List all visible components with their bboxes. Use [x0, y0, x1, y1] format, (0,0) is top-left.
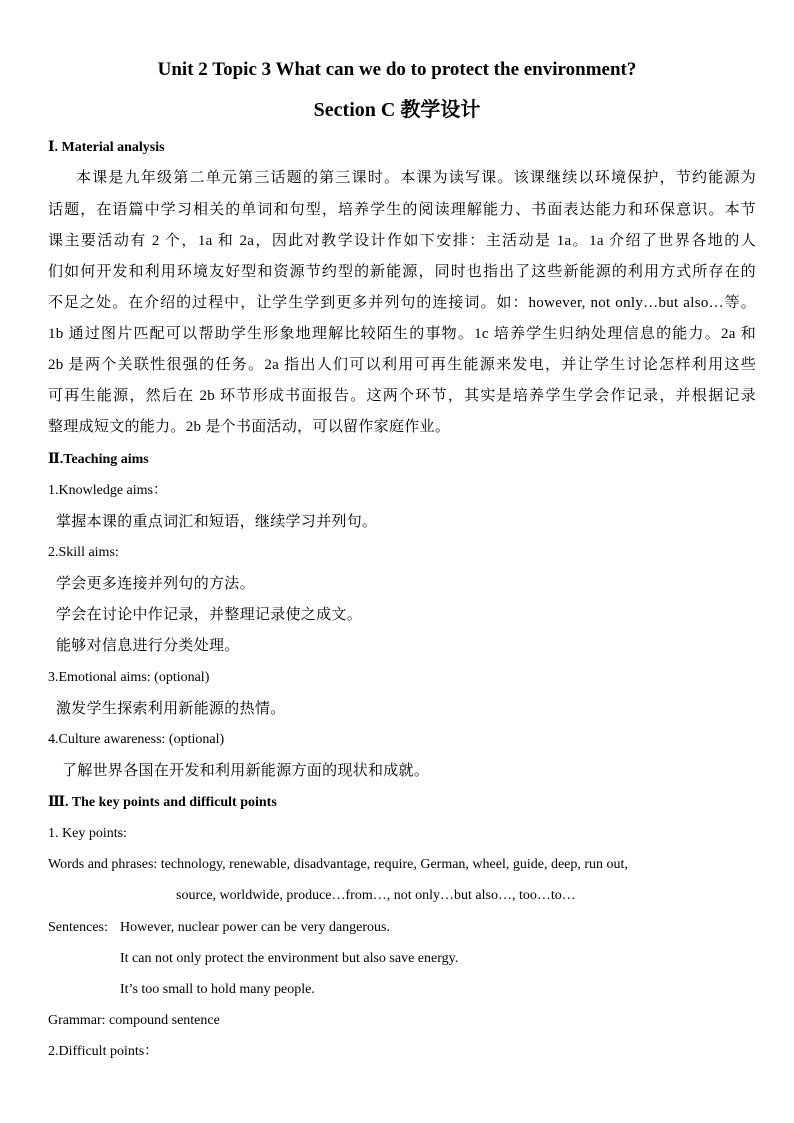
material-line: 2b 是两个关联性很强的任务。2a 指出人们可以利用可再生能源来发电，并让学生讨论怎样利用这些 [48, 357, 756, 373]
skill-aim-item: 学会更多连接并列句的方法。 [56, 576, 255, 592]
sentence-item: It’s too small to hold many people. [120, 982, 315, 997]
document-subtitle: Section C 教学设计 [313, 99, 481, 121]
sentence-item: However, nuclear power can be very dangerous. [120, 920, 390, 935]
key-points-label: 1. Key points: [48, 826, 127, 841]
words-and-phrases-line: source, worldwide, produce…from…, not only…but also…, too…to… [176, 888, 576, 903]
teaching-aims-heading: Ⅱ.Teaching aims [48, 452, 149, 467]
emotional-aims-label: 3.Emotional aims: (optional) [48, 670, 210, 685]
sentence-item: It can not only protect the environment but also save energy. [120, 951, 459, 966]
material-analysis-heading: Ⅰ. Material analysis [48, 140, 165, 155]
skill-aim-item: 能够对信息进行分类处理。 [56, 638, 240, 654]
material-line: 整理成短文的能力。2b 是个书面活动，可以留作家庭作业。 [48, 419, 451, 435]
material-line: 课主要活动有 2 个，1a 和 2a，因此对教学设计作如下安排：主活动是 1a。1a 介绍了世界各地的人 [48, 233, 756, 249]
skill-aim-item: 学会在讨论中作记录，并整理记录使之成文。 [56, 607, 363, 623]
material-line: 1b 通过图片匹配可以帮助学生形象地理解比较陌生的事物。1c 培养学生归纳处理信息的能力。2a 和 [48, 326, 756, 342]
difficult-points-label: 2.Difficult points： [48, 1044, 159, 1059]
document-title: Unit 2 Topic 3 What can we do to protect the environment? [157, 59, 637, 80]
material-line: 可再生能源，然后在 2b 环节形成书面报告。这两个环节，其实是培养学生学会作记录，并根据记录 [48, 388, 756, 404]
material-line: 不足之处。在介绍的过程中，让学生学到更多并列句的连接词。如：however, not only…but also…等。 [48, 295, 756, 311]
key-points-heading: Ⅲ. The key points and difficult points [48, 795, 277, 810]
emotional-aims-text: 激发学生探索利用新能源的热情。 [56, 701, 286, 717]
words-and-phrases-line: Words and phrases: technology, renewable, disadvantage, require, German, wheel, guide, deep, run out, [48, 857, 628, 872]
grammar-line: Grammar: compound sentence [48, 1013, 220, 1028]
material-line: 话题，在语篇中学习相关的单词和句型，培养学生的阅读理解能力、书面表达能力和环保意识。本节 [48, 202, 756, 218]
material-line: 本课是九年级第二单元第三话题的第三课时。本课为读写课。该课继续以环境保护，节约能源为 [76, 170, 756, 186]
culture-awareness-label: 4.Culture awareness: (optional) [48, 732, 225, 747]
material-line: 们如何开发和利用环境友好型和资源节约型的新能源，同时也指出了这些新能源的利用方式所存在的 [48, 264, 756, 280]
sentences-label: Sentences: [48, 920, 108, 935]
knowledge-aims-label: 1.Knowledge aims： [48, 483, 167, 498]
culture-awareness-text: 了解世界各国在开发和利用新能源方面的现状和成就。 [62, 763, 430, 779]
knowledge-aims-text: 掌握本课的重点词汇和短语，继续学习并列句。 [56, 514, 378, 530]
skill-aims-label: 2.Skill aims: [48, 545, 119, 560]
